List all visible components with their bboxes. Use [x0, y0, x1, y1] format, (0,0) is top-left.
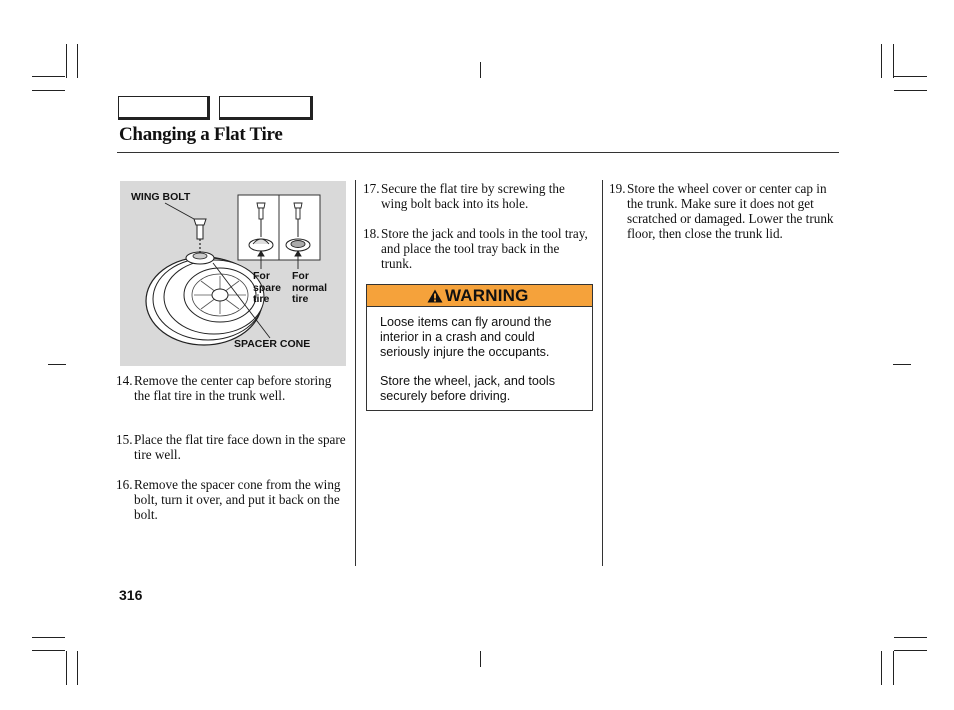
- title-rule: [117, 152, 839, 153]
- column-divider-1: [355, 180, 356, 566]
- page-number: 316: [119, 587, 143, 603]
- tire-figure: [120, 181, 346, 366]
- header-tab-1: [118, 96, 210, 120]
- inset-box: [238, 195, 320, 260]
- wing-bolt-label: WING BOLT: [131, 191, 191, 203]
- warning-text-2: Store the wheel, jack, and tools securely before driving.: [380, 374, 556, 403]
- step-14: 14. Remove the center cap before storing the flat tire in the trunk well.: [116, 373, 332, 403]
- warning-title: WARNING: [445, 286, 529, 305]
- wing-bolt-drawing: [194, 219, 206, 255]
- header-tab-2: [219, 96, 313, 120]
- spacer-cone-label: SPACER CONE: [234, 338, 311, 350]
- step-16: 16. Remove the spacer cone from the wing bolt, turn it over, and put it back on the bolt.: [116, 477, 341, 522]
- column-divider-2: [602, 180, 603, 566]
- page-title: Changing a Flat Tire: [119, 124, 283, 145]
- warning-triangle-icon: [427, 289, 443, 303]
- step-17: 17. Secure the flat tire by screwing the wing bolt back into its hole.: [363, 181, 565, 211]
- tire-drawing: [146, 257, 264, 345]
- warning-text-1: Loose items can fly around the interior in a crash and could seriously injure the occupants.: [380, 315, 552, 359]
- warning-body: [366, 306, 593, 411]
- step-15: 15. Place the flat tire face down in the spare tire well.: [116, 432, 346, 462]
- step-19: 19. Store the wheel cover or center cap in the trunk. Make sure it does not get scratched or damaged. Lower the trunk floor, then close the trunk lid.: [609, 181, 834, 241]
- step-18: 18. Store the jack and tools in the tool tray, and place the tool tray back in the trunk.: [363, 226, 588, 271]
- normal-tire-label: For normal tire: [292, 270, 328, 305]
- spare-tire-label: For spare tire: [253, 270, 282, 305]
- spacer-cone-drawing: [186, 252, 214, 264]
- warning-header: [366, 284, 593, 306]
